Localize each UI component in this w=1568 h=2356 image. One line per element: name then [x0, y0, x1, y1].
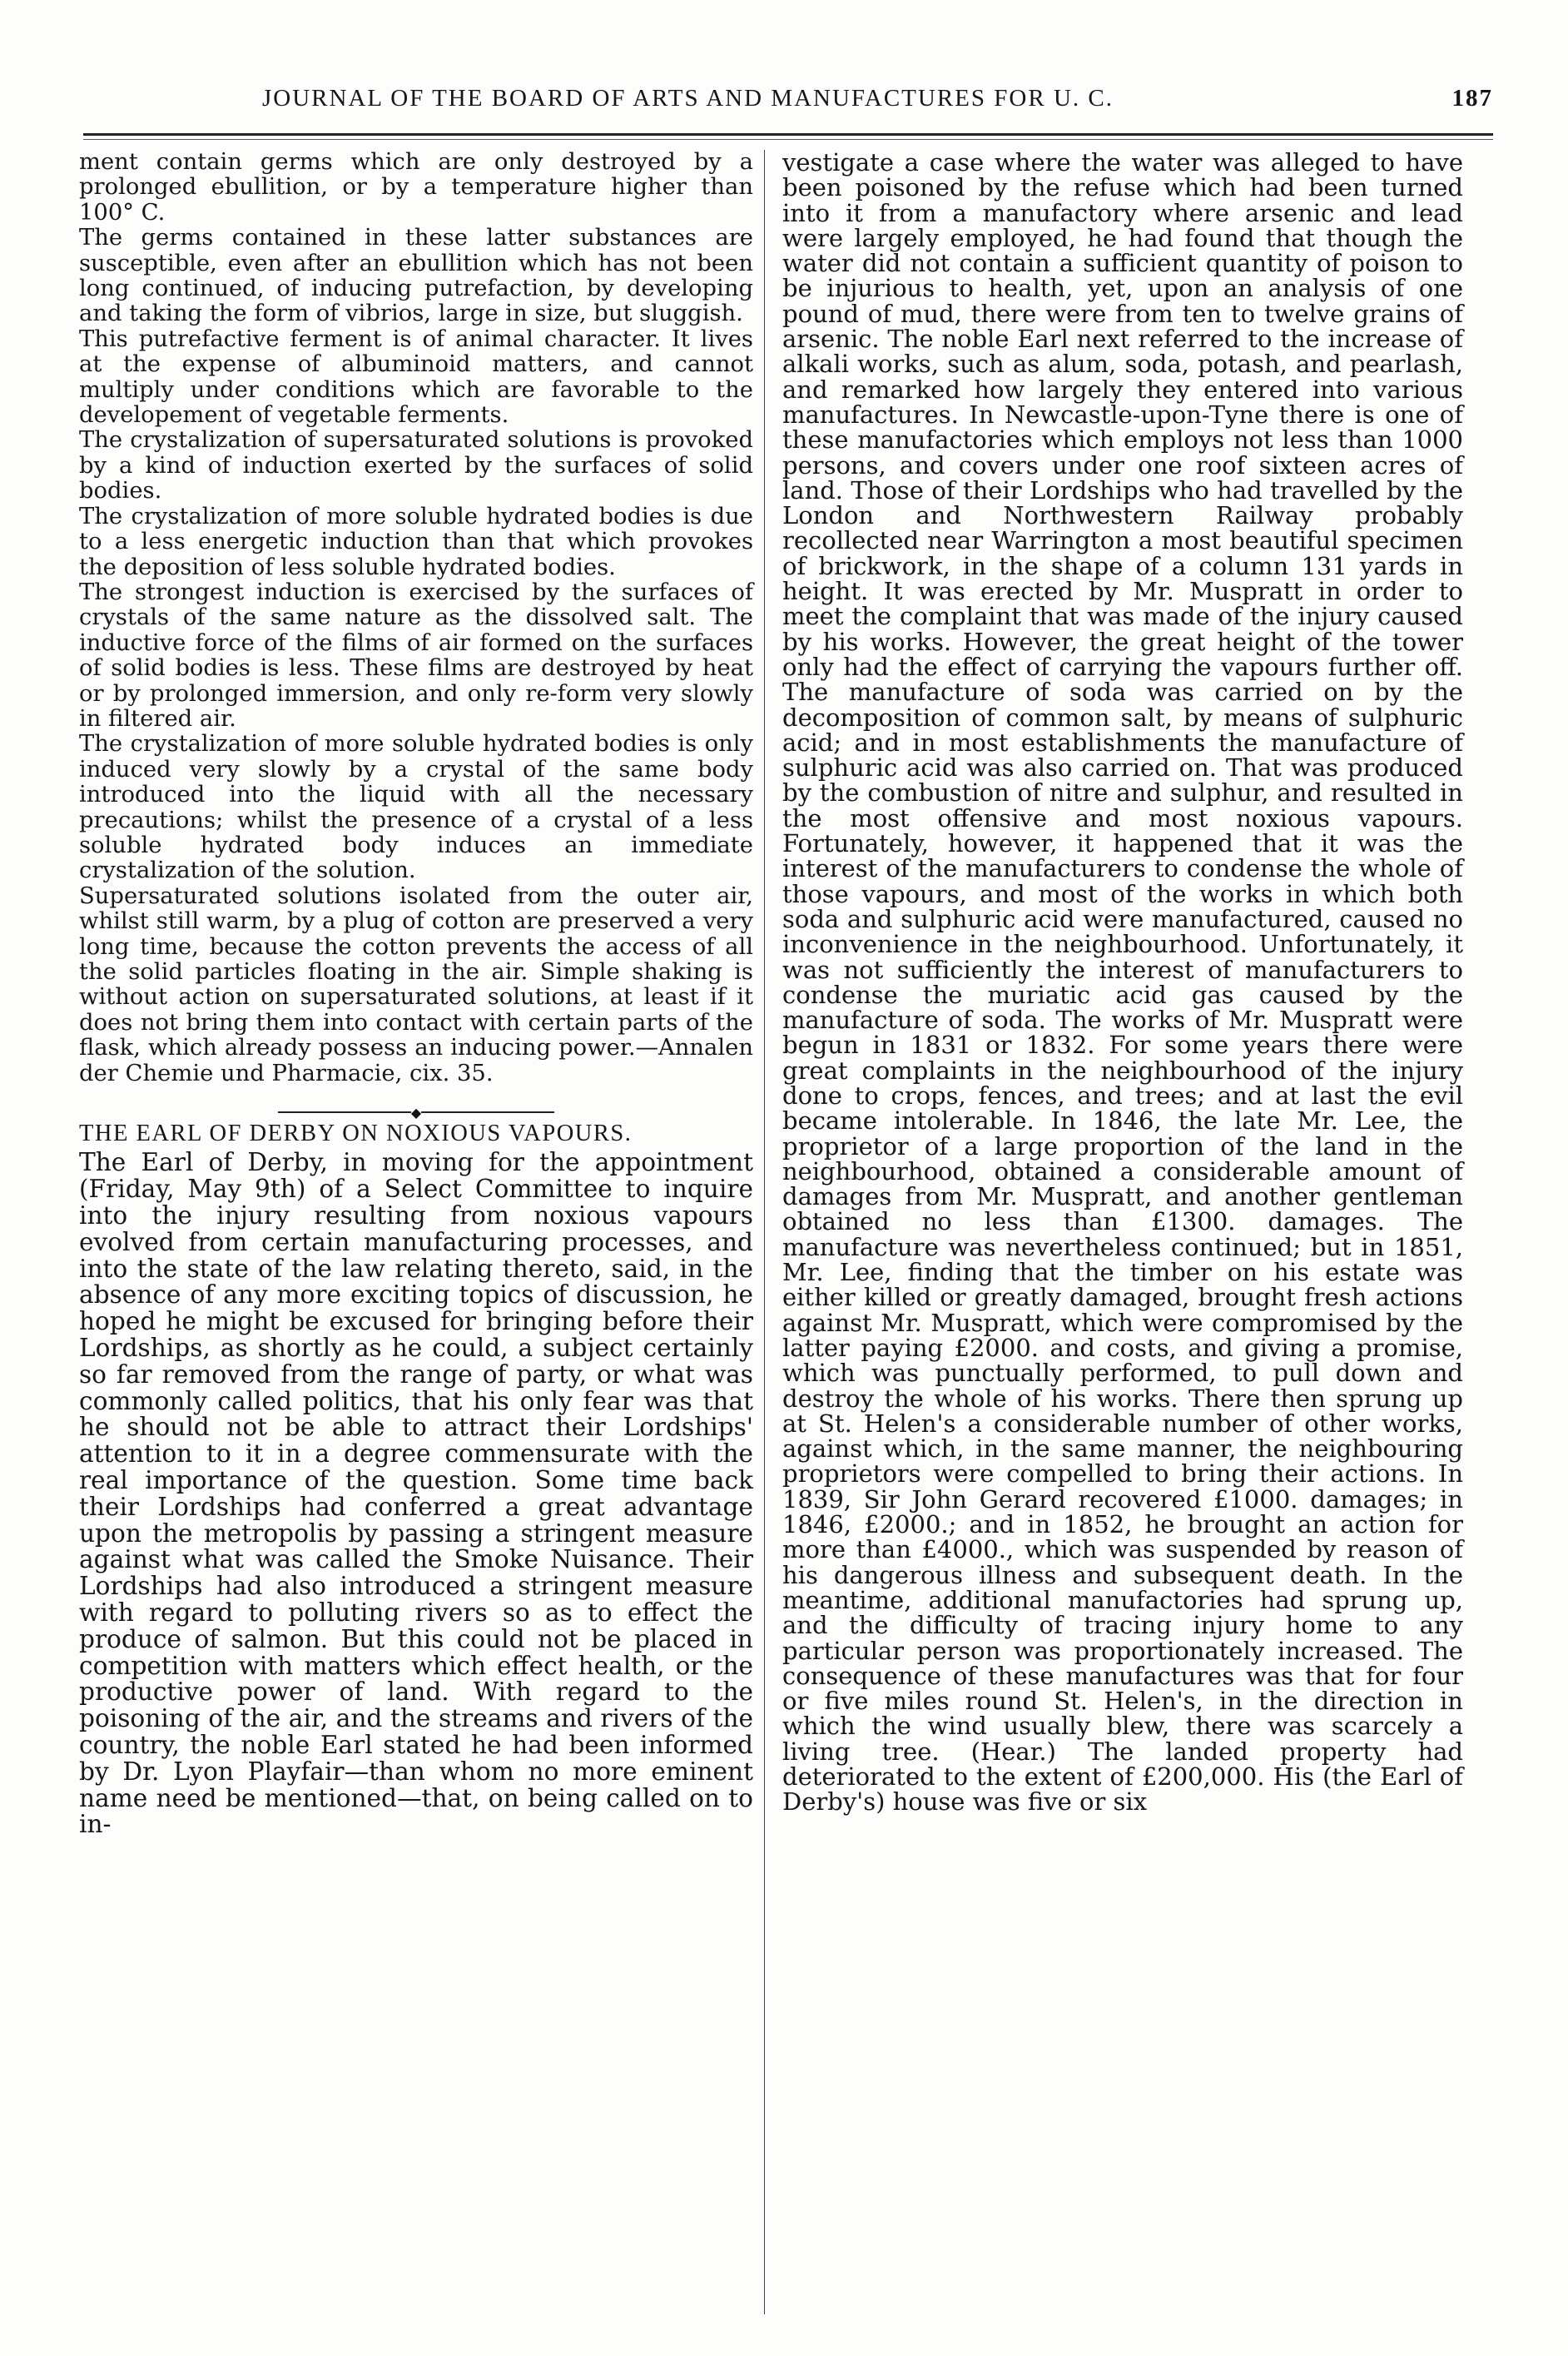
page-number: 187	[1451, 85, 1493, 112]
paragraph: The crystalization of more soluble hydrated bodies is only induced very slowly by a crystal of the same body introduced into the liquid with all the necessary precautions; whilst the presence of a crystal of a less soluble hydrated body induces an immediate crystalization of the solution.	[79, 731, 753, 884]
header-rule-thin	[83, 139, 1493, 140]
paragraph: The crystalization of supersaturated solutions is provoked by a kind of induction exerted by the surfaces of solid bodies.	[79, 427, 753, 505]
journal-title: JOURNAL OF THE BOARD OF ARTS AND MANUFACTURES FOR U. C.	[262, 85, 1114, 112]
paragraph: vestigate a case where the water was alleged to have been poisoned by the refuse which had been turned into it from a manufactory where arsenic and lead were largely employed, he had found that though the water did not contain a sufficient quantity of poison to be injurious to health, yet, upon an analysis of one pound of mud, there were from ten to twelve grains of arsenic. The noble Earl next referred to the increase of alkali works, such as alum, soda, potash, and pearlash, and remarked how largely they entered into various manufactures. In Newcastle-upon-Tyne there is one of these manufactories which employs not less than 1000 persons, and covers under one roof sixteen acres of land. Those of their Lordships who had travelled by the London and Northwestern Railway probably recollected near Warrington a most beautiful specimen of brickwork, in the shape of a column 131 yards in height. It was erected by Mr. Muspratt in order to meet the complaint that was made of the injury caused by his works. However, the great height of the tower only had the effect of carrying the vapours further off. The manufacture of soda was carried on by the decomposition of common salt, by means of sulphuric acid; and in most establishments the manufacture of sulphuric acid was also carried on. That was produced by the combustion of nitre and sulphur, and resulted in the most offensive and most noxious vapours. Fortunately, however, it happened that it was the interest of the manufacturers to condense the whole of those vapours, and most of the works in which both soda and sulphuric acid were manufactured, caused no inconvenience in the neighbourhood. Unfortunately, it was not sufficiently the interest of manufacturers to condense the muriatic acid gas caused by the manufacture of soda. The works of Mr. Muspratt were begun in 1831 or 1832. For some years there were great complaints in the neighbourhood of the injury done to crops, fences, and trees; and at last the evil became intolerable. In 1846, the late Mr. Lee, the proprietor of a large proportion of the land in the neighbourhood, obtained a considerable amount of damages from Mr. Muspratt, and another gentleman obtained no less than £1300. damages. The manufacture was nevertheless continued; but in 1851, Mr. Lee, finding that the timber on his estate was either killed or greatly damaged, brought fresh actions against Mr. Muspratt, which were compromised by the latter paying £2000. and costs, and giving a promise, which was punctually performed, to pull down and destroy the whole of his works. There then sprung up at St. Helen's a considerable number of other works, against which, in the same manner, the neighbouring proprietors were compelled to bring their actions. In 1839, Sir John Gerard recovered £1000. damages; in 1846, £2000.; and in 1852, he brought an action for more than £4000., which was suspended by reason of his dangerous illness and subsequent death. In the meantime, additional manufactories had sprung up, and the difficulty of tracing injury home to any particular person was proportionately increased. The consequence of these manufactures was that for four or five miles round St. Helen's, in the direction in which the wind usually blew, there was scarcely a living tree. (Hear.) The landed property had deteriorated to the extent of £200,000. His (the Earl of Derby's) house was five or six	[782, 148, 1463, 1817]
paragraph: The strongest induction is exercised by the surfaces of crystals of the same nature as the dissolved salt. The inductive force of the films of air formed on the surfaces of solid bodies is less. These films are destroyed by heat or by prolonged immersion, and only re-form very slowly in filtered air.	[79, 579, 753, 732]
paragraph: Supersaturated solutions isolated from the outer air, whilst still warm, by a plug of cotton are preserved a very long time, because the cotton prevents the access of all the solid particles floating in the air. Simple shaking is without action on supersaturated solutions, at least if it does not bring them into contact with certain parts of the flask, which already possess an inducing power.—Annalen der Chemie und Pharmacie, cix. 35.	[79, 882, 753, 1086]
header-rule	[83, 133, 1493, 136]
paragraph: The germs contained in these latter substances are susceptible, even after an ebullition which has not been long continued, of inducing putrefaction, by developing and taking the form of vibrios, large in size, but sluggish.	[79, 225, 753, 327]
paragraph: The crystalization of more soluble hydrated bodies is due to a less energetic induction than that which provokes the deposition of less soluble hydrated bodies.	[79, 503, 753, 580]
right-column	[782, 150, 1463, 1815]
section-paragraph: The Earl of Derby, in moving for the appointment (Friday, May 9th) of a Select Committee to inquire into the injury resulting from noxious vapours evolved from certain manufacturing processes, and into the state of the law relating thereto, said, in the absence of any more exciting topics of discussion, he hoped he might be excused for bringing before their Lordships, as shortly as he could, a subject certainly so far removed from the range of party, or what was commonly called politics, that his only fear was that he should not be able to attract their Lordships' attention to it in a degree commensurate with the real importance of the question. Some time back their Lordships had conferred a great advantage upon the metropolis by passing a stringent measure against what was called the Smoke Nuisance. Their Lordships had also introduced a stringent measure with regard to polluting rivers so as to effect the produce of salmon. But this could not be placed in competition with matters which effect health, or the productive power of land. With regard to the poisoning of the air, and the streams and rivers of the country, the noble Earl stated he had been informed by Dr. Lyon Playfair—than whom no more eminent name need be mentioned—that, on being called on to in-	[79, 1148, 753, 1839]
column-divider	[764, 150, 765, 2314]
running-head	[79, 85, 1493, 122]
section-heading: THE EARL OF DERBY ON NOXIOUS VAPOURS.	[79, 1121, 633, 1147]
paragraph: ment contain germs which are only destroyed by a prolonged ebullition, or by a temperature higher than 100° C.	[79, 149, 753, 226]
section-separator-ornament: ◆	[79, 1098, 753, 1113]
paragraph: This putrefactive ferment is of animal character. It lives at the expense of albuminoid matters, and cannot multiply under conditions which are favorable to the developement of vegetable ferments.	[79, 326, 753, 429]
left-column	[79, 150, 753, 1838]
